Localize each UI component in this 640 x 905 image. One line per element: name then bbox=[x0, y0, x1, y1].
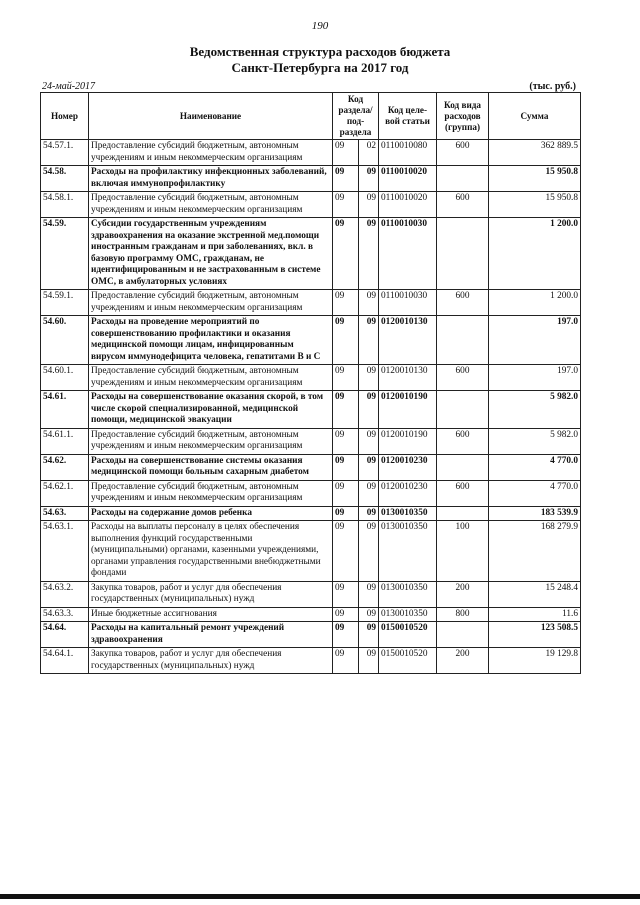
row-section: 09 bbox=[333, 454, 359, 480]
header-type: Код вида расходов (группа) bbox=[437, 93, 489, 140]
row-sum: 4 770.0 bbox=[489, 480, 581, 506]
row-subsection: 09 bbox=[359, 192, 379, 218]
row-target-code: 0130010350 bbox=[379, 607, 437, 622]
row-expense-type: 600 bbox=[437, 192, 489, 218]
row-target-code: 0130010350 bbox=[379, 521, 437, 582]
table-row bbox=[41, 140, 581, 166]
row-number: 54.64.1. bbox=[41, 648, 89, 674]
row-sum: 168 279.9 bbox=[489, 521, 581, 582]
title-line-2: Санкт-Петербурга на 2017 год bbox=[231, 60, 409, 75]
row-subsection: 09 bbox=[359, 506, 379, 521]
row-section: 09 bbox=[333, 218, 359, 290]
row-sum: 5 982.0 bbox=[489, 428, 581, 454]
row-target-code: 0120010230 bbox=[379, 480, 437, 506]
row-subsection: 09 bbox=[359, 607, 379, 622]
row-target-code: 0120010130 bbox=[379, 365, 437, 391]
row-number: 54.60. bbox=[41, 316, 89, 365]
row-number: 54.62.1. bbox=[41, 480, 89, 506]
row-sum: 11.6 bbox=[489, 607, 581, 622]
page-title bbox=[0, 44, 640, 76]
row-name: Закупка товаров, работ и услуг для обеспечения государственных (муниципальных) нужд bbox=[89, 648, 333, 674]
row-number: 54.61.1. bbox=[41, 428, 89, 454]
row-target-code: 0130010350 bbox=[379, 581, 437, 607]
row-subsection: 09 bbox=[359, 316, 379, 365]
row-section: 09 bbox=[333, 166, 359, 192]
row-subsection: 09 bbox=[359, 521, 379, 582]
row-target-code: 0110010080 bbox=[379, 140, 437, 166]
row-name: Расходы на содержание домов ребенка bbox=[89, 506, 333, 521]
row-sum: 15 950.8 bbox=[489, 166, 581, 192]
table-row bbox=[41, 506, 581, 521]
row-subsection: 09 bbox=[359, 480, 379, 506]
row-expense-type: 600 bbox=[437, 480, 489, 506]
row-sum: 197.0 bbox=[489, 365, 581, 391]
table-row bbox=[41, 454, 581, 480]
row-name: Иные бюджетные ассигнования bbox=[89, 607, 333, 622]
row-name: Закупка товаров, работ и услуг для обеспечения государственных (муниципальных) нужд bbox=[89, 581, 333, 607]
row-section: 09 bbox=[333, 607, 359, 622]
row-section: 09 bbox=[333, 506, 359, 521]
row-sum: 15 248.4 bbox=[489, 581, 581, 607]
header-name: Наименование bbox=[89, 93, 333, 140]
row-sum: 123 508.5 bbox=[489, 622, 581, 648]
row-section: 09 bbox=[333, 316, 359, 365]
table-row bbox=[41, 607, 581, 622]
row-subsection: 09 bbox=[359, 622, 379, 648]
row-target-code: 0120010130 bbox=[379, 316, 437, 365]
row-sum: 19 129.8 bbox=[489, 648, 581, 674]
row-target-code: 0120010190 bbox=[379, 428, 437, 454]
row-name: Предоставление субсидий бюджетным, автономным учреждениям и иным некоммерческим организациям bbox=[89, 290, 333, 316]
row-expense-type: 600 bbox=[437, 365, 489, 391]
row-name: Расходы на совершенствование оказания скорой, в том числе скорой специализированной, медицинской помощи, медицинской эвакуации bbox=[89, 391, 333, 429]
row-name: Расходы на выплаты персоналу в целях обеспечения выполнения функций государственными (муниципальными) органами, казенными учреждениями, органами управления государственными внебюджетными фондами bbox=[89, 521, 333, 582]
row-section: 09 bbox=[333, 581, 359, 607]
row-subsection: 09 bbox=[359, 428, 379, 454]
row-section: 09 bbox=[333, 622, 359, 648]
table-row bbox=[41, 316, 581, 365]
row-name: Предоставление субсидий бюджетным, автономным учреждениям и иным некоммерческим организациям bbox=[89, 365, 333, 391]
row-section: 09 bbox=[333, 521, 359, 582]
row-section: 09 bbox=[333, 648, 359, 674]
page-number: 190 bbox=[311, 20, 329, 32]
table-row bbox=[41, 521, 581, 582]
table-row bbox=[41, 391, 581, 429]
row-number: 54.59. bbox=[41, 218, 89, 290]
table-row bbox=[41, 166, 581, 192]
row-name: Расходы на проведение мероприятий по совершенствованию профилактики и оказания медицинской помощи лицам, инфицированным вирусом иммунодефицита человека, гепатитами В и С bbox=[89, 316, 333, 365]
row-target-code: 0110010030 bbox=[379, 290, 437, 316]
row-expense-type: 800 bbox=[437, 607, 489, 622]
row-name: Субсидии государственным учреждениям здравоохранения на оказание экстренной мед.помощи иностранным гражданам и при заболеваниях, вкл. в базовую программу ОМС, гражданам, не идентифицированным и не застрахованным в системе ОМС, в амбулаторных условиях bbox=[89, 218, 333, 290]
currency-unit: (тыс. руб.) bbox=[529, 81, 576, 92]
header-target: Код целе-вой статьи bbox=[379, 93, 437, 140]
row-number: 54.58.1. bbox=[41, 192, 89, 218]
row-section: 09 bbox=[333, 480, 359, 506]
table-row bbox=[41, 648, 581, 674]
row-number: 54.63.1. bbox=[41, 521, 89, 582]
row-target-code: 0120010190 bbox=[379, 391, 437, 429]
row-expense-type: 200 bbox=[437, 648, 489, 674]
row-section: 09 bbox=[333, 192, 359, 218]
row-expense-type: 600 bbox=[437, 140, 489, 166]
row-target-code: 0150010520 bbox=[379, 622, 437, 648]
row-sum: 5 982.0 bbox=[489, 391, 581, 429]
row-expense-type bbox=[437, 506, 489, 521]
row-expense-type: 600 bbox=[437, 428, 489, 454]
table-row bbox=[41, 192, 581, 218]
row-section: 09 bbox=[333, 290, 359, 316]
row-section: 09 bbox=[333, 140, 359, 166]
row-subsection: 09 bbox=[359, 166, 379, 192]
row-number: 54.60.1. bbox=[41, 365, 89, 391]
row-target-code: 0110010020 bbox=[379, 166, 437, 192]
header-section: Код раздела/ под-раздела bbox=[333, 93, 379, 140]
row-expense-type bbox=[437, 218, 489, 290]
table-body bbox=[41, 140, 581, 674]
page-bottom-bar bbox=[0, 894, 640, 899]
row-number: 54.64. bbox=[41, 622, 89, 648]
row-expense-type: 600 bbox=[437, 290, 489, 316]
row-subsection: 09 bbox=[359, 391, 379, 429]
row-sum: 183 539.9 bbox=[489, 506, 581, 521]
header-number: Номер bbox=[41, 93, 89, 140]
row-number: 54.63.3. bbox=[41, 607, 89, 622]
row-name: Расходы на профилактику инфекционных заболеваний, включая иммунопрофилактику bbox=[89, 166, 333, 192]
row-name: Расходы на капитальный ремонт учреждений здравоохранения bbox=[89, 622, 333, 648]
row-sum: 1 200.0 bbox=[489, 218, 581, 290]
row-target-code: 0110010020 bbox=[379, 192, 437, 218]
row-subsection: 09 bbox=[359, 454, 379, 480]
row-expense-type bbox=[437, 454, 489, 480]
table-row bbox=[41, 622, 581, 648]
document-date: 24-май-2017 bbox=[42, 81, 96, 92]
row-target-code: 0120010230 bbox=[379, 454, 437, 480]
row-subsection: 09 bbox=[359, 581, 379, 607]
title-line-1: Ведомственная структура расходов бюджета bbox=[189, 44, 451, 59]
row-number: 54.59.1. bbox=[41, 290, 89, 316]
row-subsection: 09 bbox=[359, 648, 379, 674]
row-sum: 362 889.5 bbox=[489, 140, 581, 166]
table-row bbox=[41, 290, 581, 316]
row-sum: 4 770.0 bbox=[489, 454, 581, 480]
row-expense-type: 200 bbox=[437, 581, 489, 607]
row-sum: 1 200.0 bbox=[489, 290, 581, 316]
row-name: Предоставление субсидий бюджетным, автономным учреждениям и иным некоммерческим организациям bbox=[89, 192, 333, 218]
row-target-code: 0150010520 bbox=[379, 648, 437, 674]
row-name: Расходы на совершенствование системы оказания медицинской помощи больным сахарным диабетом bbox=[89, 454, 333, 480]
table-header bbox=[41, 93, 581, 140]
row-target-code: 0110010030 bbox=[379, 218, 437, 290]
row-number: 54.63.2. bbox=[41, 581, 89, 607]
row-target-code: 0130010350 bbox=[379, 506, 437, 521]
row-name: Предоставление субсидий бюджетным, автономным учреждениям и иным некоммерческим организациям bbox=[89, 428, 333, 454]
row-subsection: 09 bbox=[359, 218, 379, 290]
table-row bbox=[41, 428, 581, 454]
row-number: 54.58. bbox=[41, 166, 89, 192]
row-section: 09 bbox=[333, 428, 359, 454]
row-number: 54.62. bbox=[41, 454, 89, 480]
row-section: 09 bbox=[333, 391, 359, 429]
table-row bbox=[41, 365, 581, 391]
row-expense-type bbox=[437, 316, 489, 365]
row-expense-type bbox=[437, 166, 489, 192]
row-expense-type bbox=[437, 622, 489, 648]
row-name: Предоставление субсидий бюджетным, автономным учреждениям и иным некоммерческим организациям bbox=[89, 480, 333, 506]
row-expense-type bbox=[437, 391, 489, 429]
row-number: 54.57.1. bbox=[41, 140, 89, 166]
row-subsection: 09 bbox=[359, 290, 379, 316]
table-row bbox=[41, 480, 581, 506]
table-row bbox=[41, 581, 581, 607]
row-subsection: 09 bbox=[359, 365, 379, 391]
table-row bbox=[41, 218, 581, 290]
row-sum: 15 950.8 bbox=[489, 192, 581, 218]
row-number: 54.61. bbox=[41, 391, 89, 429]
row-expense-type: 100 bbox=[437, 521, 489, 582]
row-number: 54.63. bbox=[41, 506, 89, 521]
header-sum: Сумма bbox=[489, 93, 581, 140]
budget-table bbox=[40, 92, 581, 674]
row-sum: 197.0 bbox=[489, 316, 581, 365]
row-section: 09 bbox=[333, 365, 359, 391]
row-name: Предоставление субсидий бюджетным, автономным учреждениям и иным некоммерческим организациям bbox=[89, 140, 333, 166]
row-subsection: 02 bbox=[359, 140, 379, 166]
